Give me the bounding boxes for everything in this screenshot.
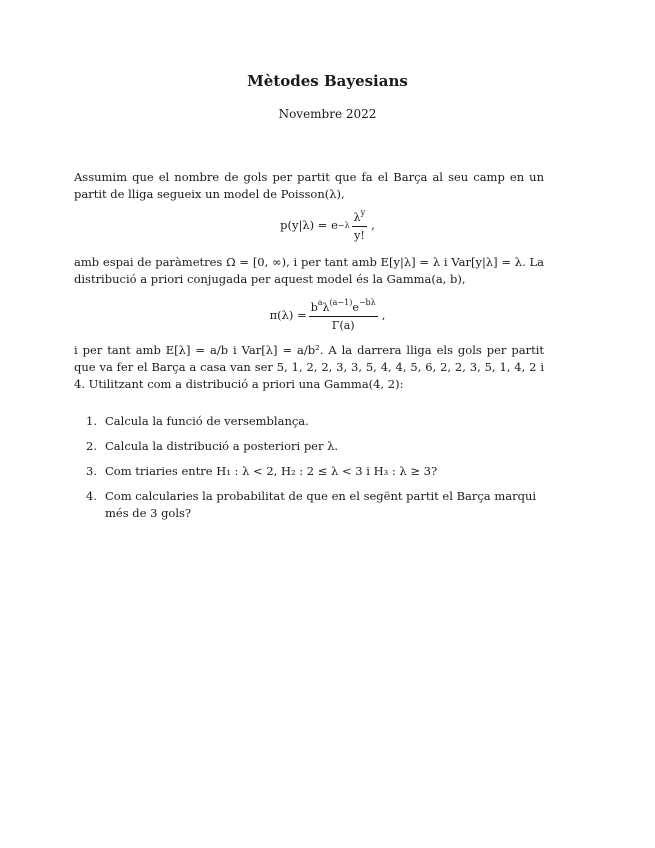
question-number: 2.	[86, 439, 97, 453]
equation-poisson-numerator: λ	[353, 211, 361, 224]
equation-gamma-b: b	[310, 301, 318, 314]
paragraph-parameters: amb espai de paràmetres Ω = [0, ∞), i per tant amb E[y|λ] = λ i Var[y|λ] = λ. La distribució a priori conjugada per aquest model és la Gamma(a, b),	[74, 255, 544, 286]
equation-gamma-e: e	[352, 301, 359, 314]
equation-poisson-comma: ,	[371, 218, 375, 232]
equation-gamma	[0, 298, 655, 332]
equation-gamma-lambda: λ	[322, 301, 330, 314]
equation-poisson-denominator: y!	[354, 229, 365, 242]
question-text: Com triaries entre H₁ : λ < 2, H₂ : 2 ≤ λ < 3 i H₃ : λ ≥ 3?	[105, 464, 438, 478]
question-list	[86, 413, 546, 530]
list-item	[86, 413, 546, 430]
document-title: Mètodes Bayesians	[247, 72, 408, 90]
question-text: Calcula la funció de versemblança.	[105, 414, 309, 428]
equation-gamma-fraction	[309, 298, 378, 332]
equation-gamma-denominator: Γ(a)	[331, 319, 355, 332]
equation-gamma-lambda-exponent: (a−1)	[329, 298, 353, 307]
equation-gamma-e-exponent: −bλ	[358, 298, 376, 307]
paragraph-model: Assumim que el nombre de gols per partit que fa el Barça al seu camp en un partit de lliga segueix un model de Poisson(λ),	[74, 170, 544, 201]
equation-poisson-exponent: −λ	[337, 220, 350, 230]
equation-gamma-b-exponent: a	[317, 298, 323, 307]
list-item	[86, 488, 546, 522]
question-text: Com calcularies la probabilitat de que en el segënt partit el Barça marqui més de 3 gols?	[105, 489, 537, 520]
equation-poisson-lhs: p(y|λ) = e	[280, 218, 338, 232]
question-number: 1.	[86, 414, 97, 428]
list-item	[86, 463, 546, 480]
question-number: 4.	[86, 489, 97, 503]
document-date: Novembre 2022	[278, 107, 377, 121]
list-item	[86, 438, 546, 455]
question-number: 3.	[86, 464, 97, 478]
equation-poisson-fraction	[352, 208, 368, 242]
paragraph-data: i per tant amb E[λ] = a/b i Var[λ] = a/b². A la darrera lliga els gols per partit que va fer el Barça a casa van ser 5, 1, 2, 2, 3, 3, 5, 4, 4, 5, 6, 2, 2, 3, 5, 1, 4, 2 i 4. Utilitzant com a distribució a priori una Gamma(4, 2):	[74, 343, 544, 391]
equation-poisson	[0, 208, 655, 242]
equation-poisson-numerator-exponent: y	[360, 208, 366, 217]
equation-gamma-lhs: π(λ) =	[269, 308, 307, 322]
equation-gamma-comma: ,	[381, 308, 386, 322]
question-text: Calcula la distribució a posteriori per λ.	[105, 439, 339, 453]
